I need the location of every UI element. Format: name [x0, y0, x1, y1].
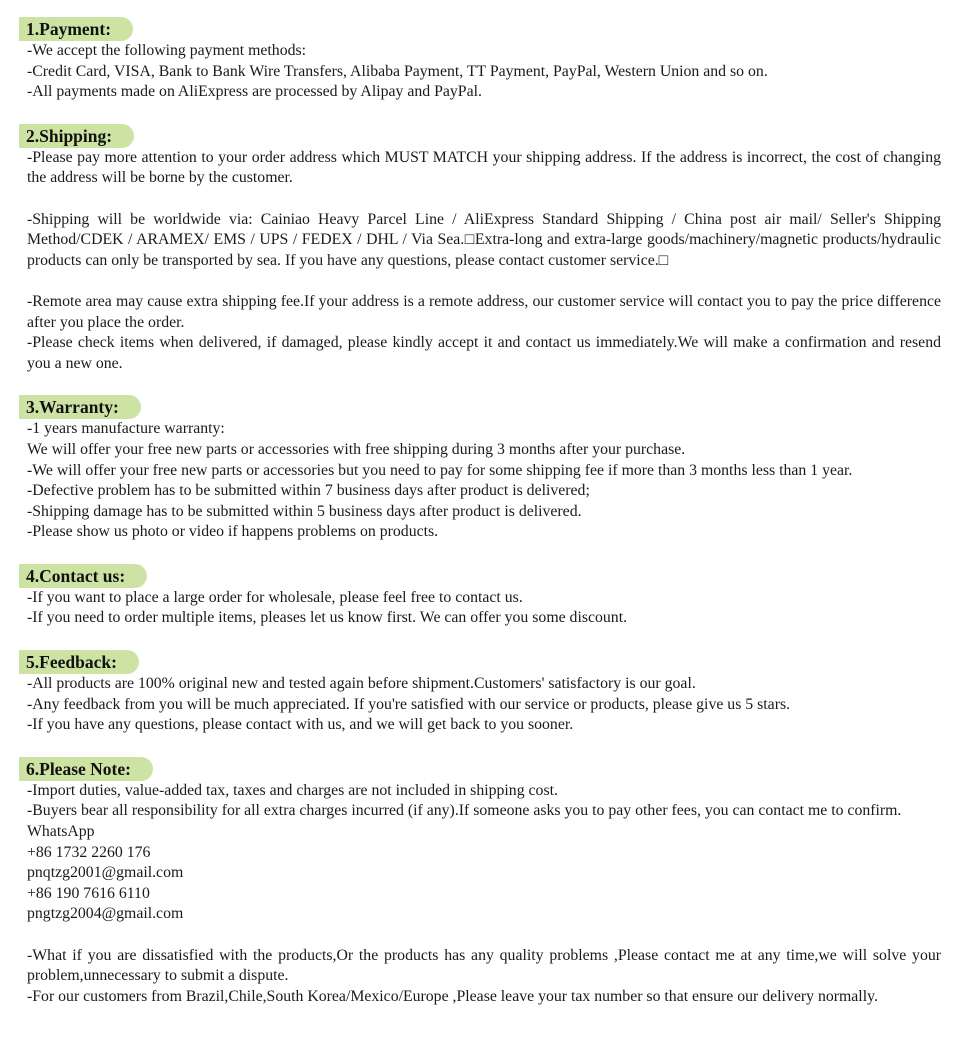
whatsapp-label: WhatsApp [27, 823, 95, 841]
warranty-line: -1 years manufacture warranty: [27, 420, 225, 438]
note-paragraph: -What if you are dissatisfied with the products,Or the products has any quality problems ,Please contact me at any time,we will solve your problem,unnecessary to submit a dispute. [27, 946, 941, 985]
contact-line: -If you want to place a large order for wholesale, please feel free to contact us. [27, 588, 523, 606]
feedback-heading: 5.Feedback: [19, 650, 139, 674]
warranty-line: -Please show us photo or video if happens problems on products. [27, 523, 439, 541]
feedback-section [27, 650, 941, 736]
warranty-line: -We will offer your free new parts or accessories but you need to pay for some shipping fee if more than 3 months less than 1 year. [27, 461, 853, 479]
contact-heading: 4.Contact us: [19, 564, 147, 588]
feedback-line: -Any feedback from you will be much appreciated. If you're satisfied with our service or products, please give us 5 stars. [27, 695, 791, 713]
payment-line: -All payments made on AliExpress are processed by Alipay and PayPal. [27, 83, 482, 101]
payment-line: -We accept the following payment methods: [27, 42, 307, 59]
phone-number: +86 1732 2260 176 [27, 843, 151, 861]
note-heading: 6.Please Note: [19, 757, 153, 781]
note-paragraph: -For our customers from Brazil,Chile,South Korea/Mexico/Europe ,Please leave your tax number so that ensure our delivery normally. [27, 987, 878, 1005]
payment-heading: 1.Payment: [19, 17, 133, 41]
note-line: -Import duties, value-added tax, taxes and charges are not included in shipping cost. [27, 781, 558, 799]
warranty-section [27, 395, 941, 543]
shipping-section [27, 124, 941, 375]
shipping-paragraph: -Please pay more attention to your order address which MUST MATCH your shipping address. If the address is incorrect, the cost of changing the address will be borne by the customer. [27, 148, 941, 187]
feedback-line: -All products are 100% original new and tested again before shipment.Customers' satisfactory is our goal. [27, 675, 696, 693]
shipping-heading: 2.Shipping: [19, 124, 134, 148]
email-address: pnqtzg2001@gmail.com [27, 864, 184, 882]
warranty-heading: 3.Warranty: [19, 395, 141, 419]
phone-number: +86 190 7616 6110 [27, 884, 150, 902]
warranty-line: We will offer your free new parts or accessories with free shipping during 3 months after your purchase. [27, 440, 686, 458]
contact-section [27, 564, 941, 629]
email-address: pngtzg2004@gmail.com [27, 905, 184, 923]
shipping-paragraph: -Shipping will be worldwide via: Cainiao Heavy Parcel Line / AliExpress Standard Shipping / China post air mail/ Seller's Shipping Method/CDEK / ARAMEX/ EMS / UPS / FEDEX / DHL / Via Sea.□Extra-long and extra-large goods/machinery/magnetic products/hydraulic products can only be transported by sea. If you have any questions, please contact customer service.□ [27, 210, 941, 269]
shipping-paragraph: -Please check items when delivered, if damaged, please kindly accept it and contact us immediately.We will make a confirmation and resend you a new one. [27, 334, 941, 372]
feedback-line: -If you have any questions, please contact with us, and we will get back to you sooner. [27, 716, 574, 734]
note-section [27, 757, 941, 1008]
note-paragraph: -Buyers bear all responsibility for all extra charges incurred (if any).If someone asks you to pay other fees, you can contact me to confirm. [27, 802, 902, 820]
payment-section [27, 17, 941, 103]
payment-line: -Credit Card, VISA, Bank to Bank Wire Transfers, Alibaba Payment, TT Payment, PayPal, Western Union and so on. [27, 62, 768, 80]
warranty-line: -Shipping damage has to be submitted within 5 business days after product is delivered. [27, 502, 582, 520]
shipping-paragraph: -Remote area may cause extra shipping fee.If your address is a remote address, our customer service will contact you to pay the price difference after you place the order. [27, 292, 941, 331]
contact-line: -If you need to order multiple items, pleases let us know first. We can offer you some discount. [27, 609, 628, 627]
warranty-line: -Defective problem has to be submitted within 7 business days after product is delivered; [27, 482, 590, 500]
